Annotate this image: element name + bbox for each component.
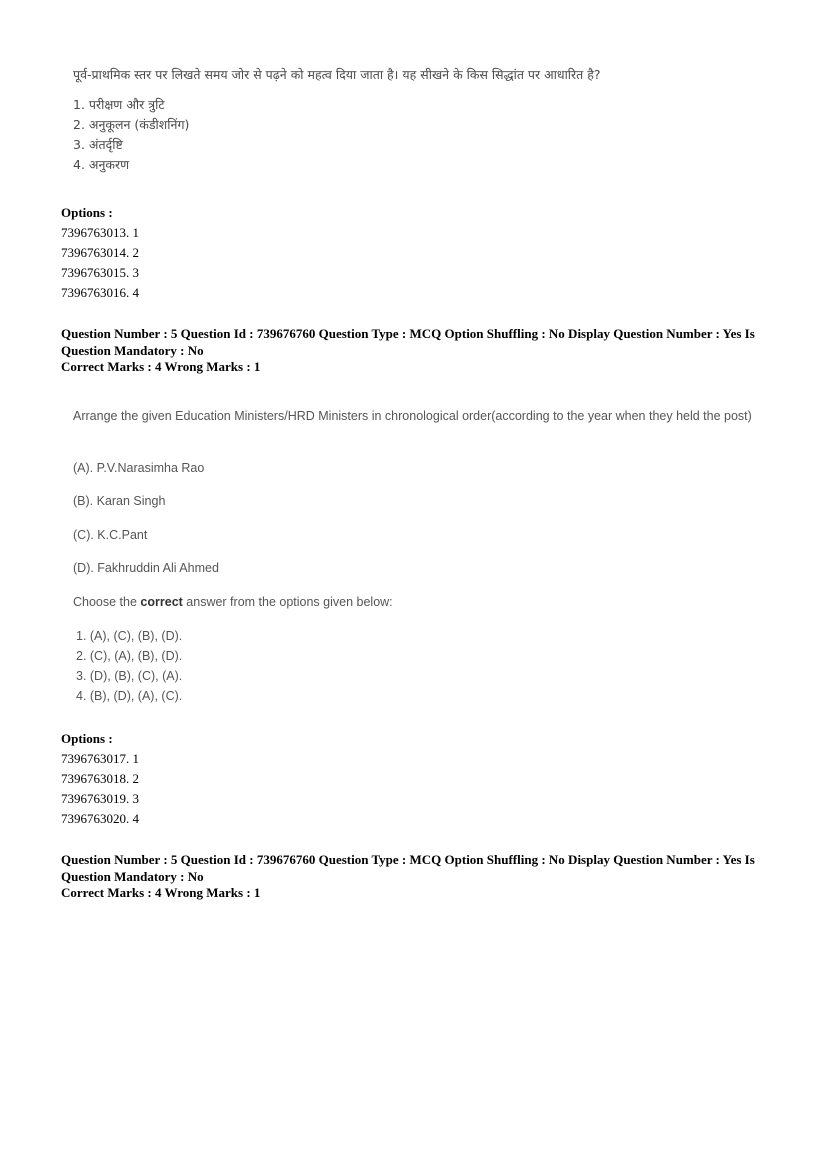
- options-header: Options :: [61, 205, 113, 220]
- english-choice: 2. (C), (A), (B), (D).: [76, 649, 183, 663]
- option-row: 7396763017. 1: [61, 751, 139, 766]
- meta-line: Question Mandatory : No: [61, 342, 204, 358]
- hindi-choice: 3. अंतर्दृष्टि: [73, 137, 123, 152]
- english-choice: 4. (B), (D), (A), (C).: [76, 689, 183, 703]
- option-row: 7396763019. 3: [61, 791, 139, 806]
- hindi-choice: 1. परीक्षण और त्रुटि: [73, 97, 165, 112]
- option-row: 7396763014. 2: [61, 245, 139, 260]
- instruction-pre: Choose the: [73, 595, 141, 609]
- minister-item: (A). P.V.Narasimha Rao: [73, 461, 205, 475]
- english-question: [73, 406, 773, 703]
- minister-item: (B). Karan Singh: [73, 494, 166, 508]
- option-row: 7396763016. 4: [61, 285, 139, 300]
- instruction-post: answer from the options given below:: [182, 595, 393, 609]
- meta-line: Question Number : 5 Question Id : 739676760 Question Type : MCQ Option Shuffling : No Display Question Number : Yes Is: [61, 326, 755, 341]
- english-choice: 3. (D), (B), (C), (A).: [76, 669, 183, 683]
- instruction-bold: correct: [140, 595, 183, 609]
- option-row: 7396763015. 3: [61, 265, 139, 280]
- hindi-question: [73, 66, 773, 175]
- hindi-question-stem: पूर्व-प्राथमिक स्तर पर लिखते समय जोर से पढ़ने को महत्व दिया जाता है। यह सीखने के किस सिद्धांत पर आधारित है?: [73, 67, 601, 82]
- options-header: Options :: [61, 731, 113, 746]
- question-meta-1: [61, 326, 777, 376]
- hindi-choice: 4. अनुकरण: [73, 157, 130, 172]
- hindi-choice: 2. अनुकूलन (कंडीशनिंग): [73, 117, 190, 132]
- options-block-2: [61, 729, 139, 829]
- options-block-1: [61, 203, 139, 303]
- minister-item: (C). K.C.Pant: [73, 528, 148, 542]
- option-row: 7396763018. 2: [61, 771, 139, 786]
- question-meta-2: [61, 852, 777, 902]
- option-row: 7396763020. 4: [61, 811, 139, 826]
- option-row: 7396763013. 1: [61, 225, 139, 240]
- instruction-text: [73, 595, 393, 609]
- meta-line: Correct Marks : 4 Wrong Marks : 1: [61, 885, 261, 900]
- english-choice: 1. (A), (C), (B), (D).: [76, 629, 183, 643]
- english-question-stem: Arrange the given Education Ministers/HRD Ministers in chronological order(according to the year when they held the post): [73, 409, 752, 423]
- meta-line: Question Number : 5 Question Id : 739676760 Question Type : MCQ Option Shuffling : No Display Question Number : Yes Is: [61, 852, 755, 867]
- meta-line: Correct Marks : 4 Wrong Marks : 1: [61, 359, 261, 374]
- minister-item: (D). Fakhruddin Ali Ahmed: [73, 561, 219, 575]
- meta-line: Question Mandatory : No: [61, 868, 204, 884]
